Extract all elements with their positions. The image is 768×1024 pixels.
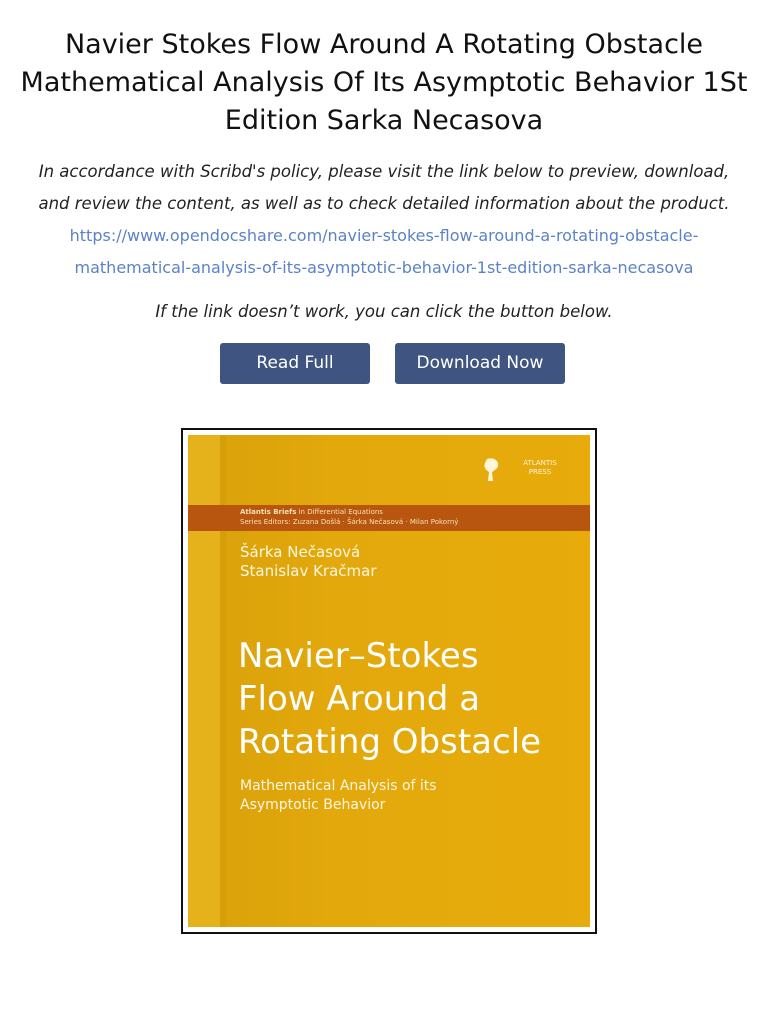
cover-author-1: Šárka Nečasová [240, 543, 361, 561]
page-title: Navier Stokes Flow Around A Rotating Obstacle Mathematical Analysis Of Its Asymptotic Behavior 1St Edition Sarka Necasova [20, 29, 748, 136]
cover-subtitle-line-1: Mathematical Analysis of its [240, 778, 437, 794]
publisher-name [505, 459, 575, 477]
publisher-line2: PRESS [528, 468, 552, 476]
series-text [240, 507, 570, 527]
series-editors: Series Editors: Zuzana Došlá · Šárka Nečasová · Milan Pokorný [240, 518, 459, 526]
fallback-note: If the link doesn’t work, you can click the button below. [155, 302, 613, 321]
policy-text: In accordance with Scribd's policy, please visit the link below to preview, download, and review the content, as well as to check detailed information about the product. [38, 162, 730, 213]
read-full-button[interactable]: Read Full [220, 343, 370, 384]
series-name: Atlantis Briefs [240, 508, 297, 516]
download-now-button[interactable]: Download Now [395, 343, 565, 384]
publisher-line1: ATLANTIS [523, 459, 557, 467]
cover-title-line-2: Flow Around a [238, 679, 481, 719]
product-link[interactable]: https://www.opendocshare.com/navier-stokes-flow-around-a-rotating-obstacle-mathematical-analysis-of-its-asymptotic-behavior-1st-edition-sarka-necasova [69, 226, 699, 277]
series-suffix: in Differential Equations [298, 508, 383, 516]
publisher-block [481, 455, 571, 485]
cover-subtitle [240, 777, 570, 815]
cover-author-2: Stanislav Kračmar [240, 562, 377, 580]
cover-title-line-1: Navier–Stokes [238, 636, 479, 676]
book-cover-frame[interactable] [181, 428, 597, 934]
book-cover [188, 435, 590, 927]
cover-subtitle-line-2: Asymptotic Behavior [240, 797, 386, 813]
cover-authors [240, 543, 570, 581]
publisher-logo-icon [481, 455, 503, 483]
cover-title-line-3: Rotating Obstacle [238, 722, 542, 762]
cover-title [238, 635, 583, 764]
